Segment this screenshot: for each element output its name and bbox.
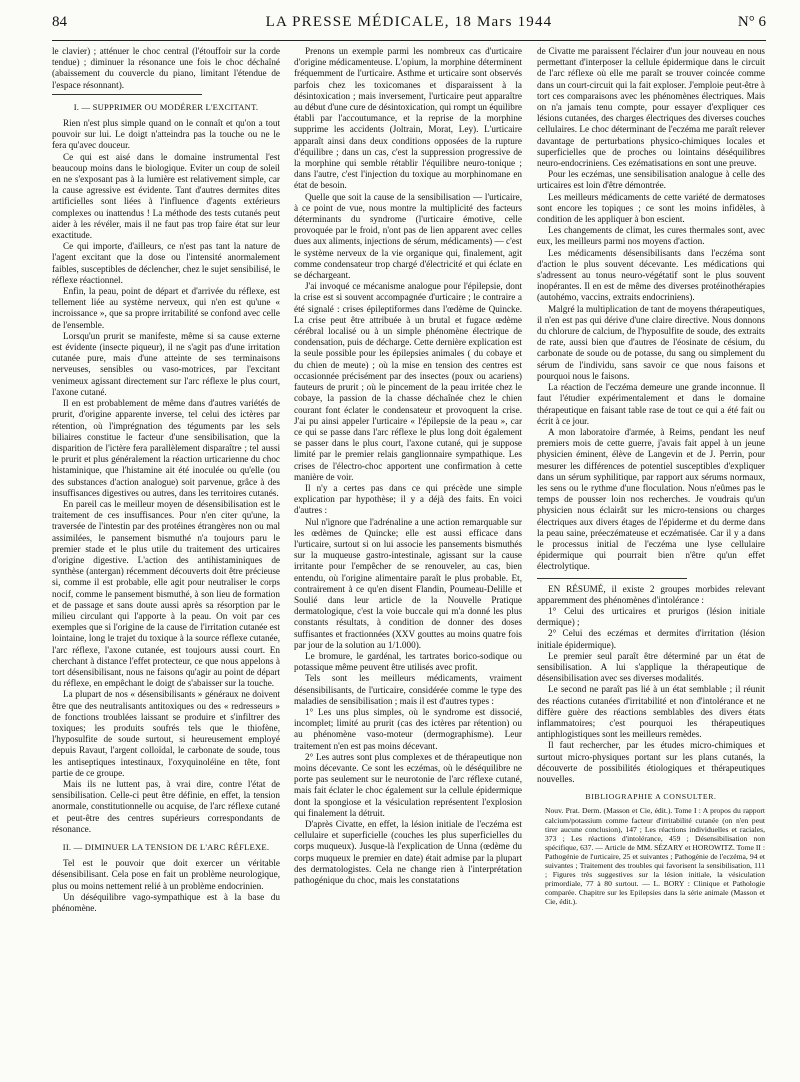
bibliography-heading: BIBLIOGRAPHIE A CONSULTER. [585, 792, 717, 802]
divider [52, 94, 202, 95]
column-left [52, 46, 280, 914]
issue-number: N° 6 [737, 14, 766, 30]
header-rule [52, 40, 766, 41]
paragraph: le clavier) ; atténuer le choc central (l'étouffoir sur la corde tendue) ; diminuer la résonance une fois le choc déchaîné (abaissement du couvercle du piano, limitant l'étendue de l'espace résonnant). [52, 46, 280, 90]
paragraph: Prenons un exemple parmi les nombreux cas d'urticaire d'origine médicamenteuse. L'opium, la morphine déterminent fréquemment de l'urticaire. Asthme et urticaire sont observés parfois chez les toxicomanes et disparaissent à la désintoxication ; mais inversement, l'urticaire peut apparaître au début d'une cure de désintoxication, qui rompt un équilibre établi par l'accoutumance, et la reprise de la morphine supprime les accidents (Joltrain, Morat, Ley). L'urticaire apparaît ainsi dans deux conditions opposées de la rupture d'équilibre ; dans un cas, c'est la suppression progressive de la morphine qui semble rétablir l'équilibre neuro-tonique ; dans l'autre, c'est l'injection du toxique au morphinomane en état de besoin. [294, 46, 522, 191]
paragraph: Il n'y a certes pas dans ce qui précède une simple explication par hypothèse; il y a déjà des faits. En voici d'autres : [294, 482, 522, 516]
paragraph: 2° Les autres sont plus complexes et de thérapeutique non moins décevante. Ce sont les eczémas, où le déséquilibre ne porte pas seulement sur le neurotonie de l'arc réflexe cutané, mais fait éclater le choc également sur la cellule épidermique dont la spongiose et la vésiculation représentent l'explosion qui finalement la détruit. [294, 751, 522, 818]
paragraph: Mais ils ne luttent pas, à vrai dire, contre l'état de sensibilisation. Celle-ci peut être définie, en effet, la tension anormale, constitutionnelle ou acquise, de l'arc réflexe cutané et peut-être des centres supérieurs correspondants de résonance. [52, 779, 280, 834]
paragraph: La plupart de nos « désensibilisants » généraux ne doivent être que des neutralisants antitoxiques ou des « redresseurs » de fonctions troublées laissant se produire et s'infiltrer des toxiques; les produits soufrés tels que le thiofène, l'hyposulfite de soude surtout, si heureusement employé depuis Ravaut, l'argent colloïdal, le carbonate de soude, tous les antiseptiques intestinaux, l'oxyquinoléine en tête, font partie de ce groupe. [52, 689, 280, 778]
paragraph: Le bromure, le gardénal, les tartrates borico-sodique ou potassique même peuvent être utilisés avec profit. [294, 650, 522, 673]
paragraph: La réaction de l'eczéma demeure une grande inconnue. Il faut l'étudier expérimentalement et dans le domaine thérapeutique en faisant table rase de tout ce qui a été fait ou écrit à ce jour. [537, 382, 765, 426]
paragraph: Pour les eczémas, une sensibilisation analogue à celle des urticaires est loin d'être démontrée. [537, 169, 765, 191]
paragraph: Nul n'ignore que l'adrénaline a une action remarquable sur les œdèmes de Quincke; elle est aussi efficace dans l'urticaire, surtout si on lui associe les pansements bismuthés sur la muqueuse gastro-intestinale, agissant sur la cause irritante pour l'empêcher de se renouveler, au cas, bien entendu, où l'origine alimentaire paraît le plus probable. Et, contrairement à ce qu'en disent Flandin, Poumeau-Delille et Soulié dans leur article de la Nouvelle Pratique dermatologique, c'est la voie buccale qui m'a donné les plus constants résultats, à condition de donner des doses suffisantes et fractionnées (XXV gouttes au moins quatre fois par jour de la solution au 1/1.000). [294, 516, 522, 650]
paragraph: Les changements de climat, les cures thermales sont, avec eux, les meilleurs parmi nos moyens d'action. [537, 225, 765, 247]
bibliography-text: Nouv. Prat. Derm. (Masson et Cie, édit.). Tome I : A propos du rapport calcium/potassium comme facteur d'irritabilité cutanée (on n'en peut tirer aucune conclusion), 147 ; Les réactions individuelles et raciales, 373 ; Les réactions d'intolérance, 459 ; Désensibilisation non spécifique, 637. — Article de MM. SÉZARY et HOROWITZ. Tome II : Pathogénie de l'urticaire, 25 et suivantes ; Pathogénie de l'eczéma, 94 et suivantes ; Traitement des troubles qui favorisent la sensibilisation, 111 ; Figures très suggestives sur la lésion initiale, la vésiculation primordiale, 77 à 80 surtout. — L. BORY : Clinique et Pathologie comparée. Chapitre sur les Epilepsies dans la série animale (Masson et Cie, édit.). [545, 806, 765, 907]
paragraph: Le premier seul paraît être déterminé par un état de sensibilisation. A lui s'applique la thérapeutique de désensibilisation avec ses diverses modalités. [537, 650, 765, 684]
paragraph: Tels sont les meilleurs médicaments, vraiment désensibilisants, de l'urticaire, considérée comme le type des maladies de sensibilisation ; mais il est d'autres types : [294, 673, 522, 706]
paragraph: Enfin, la peau, point de départ et d'arrivée du réflexe, est tellement liée au système nerveux, qui n'en est qu'une « incroissance », que sa propre irritabilité se confond avec celle de l'ensemble. [52, 286, 280, 330]
journal-title: LA PRESSE MÉDICALE, 18 Mars 1944 [265, 14, 553, 30]
paragraph: 2° Celui des eczémas et dermites d'irritation (lésion initiale épidermique). [537, 628, 765, 650]
paragraph: Il en est probablement de même dans d'autres variétés de prurit, d'origine apparente inverse, tel celui des ictères par rétention, où l'imprégnation des téguments par les sels biliaires constitue le facteur d'une sensibilisation, que la disparition de l'ictère fera parallèlement disparaître ; tel aussi le prurit et plus généralement la réaction urticarienne du choc histaminique, que l'histamine ait été inoculée ou qu'elle (ou des substances d'action analogue) soit parvenue, grâce à des insuffisances digestives ou autres, dans les territoires cutanés. [52, 398, 280, 498]
divider [537, 578, 687, 579]
paragraph: Ce qui importe, d'ailleurs, ce n'est pas tant la nature de l'agent excitant que la dose ou l'intensité anormalement faibles, susceptibles de déclencher, chez le sujet sensibilisé, le réflexe réactionnel. [52, 241, 280, 285]
paragraph: EN RÉSUMÉ, il existe 2 groupes morbides relevant apparemment des phénomènes d'intolérance : [537, 583, 765, 605]
page-header [52, 14, 766, 36]
paragraph: de Civatte me paraissent l'éclairer d'un jour nouveau en nous permettant d'interposer la cellule épidermique dans le circuit de l'arc réflexe où elle me paraît se trouver coincée comme dans un court-circuit qui la fait exploser. J'emploie peut-être à tort ces comparaisons avec les phénomènes électriques. Mais on n'a jamais tenu compte, pour essayer d'expliquer ces lésions cutanées, des charges électriques des diverses couches cellulaires. Le choc déterminant de l'eczéma me paraît relever davantage de perturbations physico-chimiques locales et superficielles que de proches ou lointains déséquilibres neuro-endocriniens. Ces ezématisations en sont une preuve. [537, 46, 765, 169]
paragraph: Malgré la multiplication de tant de moyens thérapeutiques, il n'en est pas qui dérive d'une claire directive. Nous donnons du chlorure de calcium, de l'hyposulfite de soude, des extraits de rate, aussi bien que d'autres de l'éosinate de césium, du carbonate de soude ou de potasse, du sang ou simplement du sérum de l'individu, sans savoir ce que nous faisons et pourquoi nous le faisons. [537, 303, 765, 381]
paragraph: D'après Civatte, en effet, la lésion initiale de l'eczéma est cellulaire et superficielle (couches les plus superficielles du corps muqueux). Jusque-là l'explication de Unna (œdème du corps muqueux le premier en date) était admise par la plupart des dermatologistes. Cela ne change rien à l'interprétation pathogénique du choc, mais les constatations [294, 819, 522, 886]
paragraph: Rien n'est plus simple quand on le connaît et qu'on a tout pouvoir sur lui. Le doigt n'atteindra pas la touche ou ne le fera qu'avec douceur. [52, 118, 280, 151]
section-heading: I. — SUPPRIMER OU MODÉRER L'EXCITANT. [73, 101, 259, 112]
paragraph: Quelle que soit la cause de la sensibilisation — l'urticaire, à ce point de vue, nous montre la multiplicité des facteurs déterminants du syndrome (l'urticaire émotive, celle provoquée par le froid, n'ont pas de lien apparent avec celles dues aux aliments, injections de sérum, médicaments) — c'est le système nerveux de la vie organique qui, finalement, agit comme condensateur trop chargé d'électricité et qui éclate en se déchargeant. [294, 191, 522, 281]
paragraph: Les médicaments désensibilisants dans l'eczéma sont d'action le plus souvent décevante. Les médications qui s'adressent au tonus neuro-végétatif sont le plus souvent inopérantes. Il en est de même des diverses protéinothérapies (autohémo, vaccins, extraits endocriniens). [537, 247, 765, 303]
paragraph: 1° Celui des urticaires et prurigos (lésion initiale dermique) ; [537, 605, 765, 628]
paragraph: Lorsqu'un prurit se manifeste, même si sa cause externe est évidente (insecte piqueur), il ne s'agit pas d'une irritation cutanée pure, mais d'une atteinte de ses terminaisons nerveuses, sensibles ou vaso-motrices, par l'excitant venimeux agissant directement sur l'arc réflexe le plus court, l'axone cutané. [52, 330, 280, 397]
paragraph: Un déséquilibre vago-sympathique est à la base du phénomène. [52, 891, 280, 914]
paragraph: J'ai invoqué ce mécanisme analogue pour l'épilepsie, dont la crise est si souvent accompagnée d'urticaire ; le contraire a été signalé : crises épileptiformes dans l'œdème de Quincke. La crise peut être attribuée à un brutal et fugace œdème cérébral localisé ou à un simple phénomène électrique de condensation, puis de décharge. Cette dernière explication est la seule possible pour les épilepsies animales ( du cobaye et du chien de meute) ; où la mise en tension des centres est occasionnée précisément par des insectes (poux ou acariens) fauteurs de prurit ; où le pincement de la peau irritée chez le cobaye, la passion de la chasse déchaînée chez le chien courant font éclater le condensateur et provoquent la crise. J'ai pu ainsi appeler l'urticaire « l'épilepsie de la peau », car ce qui se passe dans l'arc réflexe le plus long doit également se passer dans le plus court, l'axone cutané, qui je suppose limité par le premier relais ganglionnaire sympathique. Les crises de l'électro-choc apportent une confirmation à cette manière de voir. [294, 281, 522, 482]
column-right [537, 46, 765, 906]
paragraph: En pareil cas le meilleur moyen de désensibilisation est le traitement de ces insuffisances. Pour n'en citer qu'une, la traversée de l'intestin par des protéines étrangères non ou mal assimilées, le pansement bismuthé n'a toujours paru le premier stade et le plus utile du traitement des urticaires d'origine digestive. L'action des antihistaminiques de synthèse (antergan) récemment découverts doit être précieuse si, comme il est probable, elle agit pour neutraliser le corps nocif, comme le pansement bismuthé, à son lieu de formation et de passage et sans doute aussi après sa résorption par le milieu circulant qui l'apporte à la peau. On voit par ces exemples que si l'origine de la cause de l'irritation cutanée est lointaine, long le trajet du toxique à la source réflexe cutanée, l'arc réflexe, l'axone cutanée, est toujours aussi court. En cherchant à distance l'effet protecteur, ce que nous appelons à tort désensibilisant, nous ne faisons qu'agir au point de départ du réflexe, en empêchant le doigt de s'abaisser sur la touche. [52, 498, 280, 689]
column-middle [294, 46, 522, 886]
paragraph: Ce qui est aisé dans le domaine instrumental l'est beaucoup moins dans le biologique. Eviter un coup de soleil en ne s'exposant pas à la lumière est relativement simple, car la cause agressive est évidente. Tant d'autres dermites dites artificielles sont liées à l'influence d'agents extérieurs complexes ou inattendus ! La méthode des tests cutanés peut aider à les révéler, mais il ne faut pas trop faire état sur leur exactitude. [52, 151, 280, 241]
paragraph: 1° Les uns plus simples, où le syndrome est dissocié, incomplet; limité au prurit (cas des ictères par rétention) ou au phénomène vaso-moteur (dermographisme). Leur traitement n'en est pas moins décevant. [294, 706, 522, 751]
paragraph: Tel est le pouvoir que doit exercer un véritable désensibilisant. Cela pose en fait un problème neurologique, plus ou moins nettement relié à un problème endocrinien. [52, 858, 280, 891]
paragraph: Les meilleurs médicaments de cette variété de dermatoses sont encore les topiques ; ce sont les moins infidèles, à condition de les appliquer à bon escient. [537, 191, 765, 225]
section-heading: II. — DIMINUER LA TENSION DE L'ARC RÉFLEXE. [62, 842, 270, 853]
paragraph: Il faut rechercher, par les études micro-chimiques et surtout micro-physiques portant sur les plans cutanés, la découverte de possibilités étiologiques et thérapeutiques nouvelles. [537, 740, 765, 784]
paragraph: Le second ne paraît pas lié à un état semblable ; il réunit des réactions cutanées d'irritabilité et non d'intolérance et ne diffère guère des réactions semblables des divers états inflammatoires; c'est pourquoi les thérapeutiques antiphlogistiques sont les meilleurs remèdes. [537, 684, 765, 740]
bibliography [537, 806, 765, 906]
page-number: 84 [52, 14, 67, 30]
paragraph: A mon laboratoire d'armée, à Reims, pendant les neuf premiers mois de cette guerre, j'avais fait appel à un jeune physicien éminent, élève de Langevin et de J. Perrin, pour mesurer les différences de potentiel susceptibles d'expliquer dans un sérum syphilitique, par rapport aux sérums normaux, les sens ou le rythme d'une floculation. Nous n'eûmes pas le temps de pousser loin nos recherches. Je voudrais qu'un physicien nous éclairât sur les micro-tensions ou charges électriques aux divers étages de l'épiderme et du derme dans la peau saine, préeczémateuse et eczématisée. Car il y a dans le processus initial de l'eczéma une lyse cellulaire épidermique qui pourrait bien n'être qu'un effet électrolytique. [537, 426, 765, 572]
